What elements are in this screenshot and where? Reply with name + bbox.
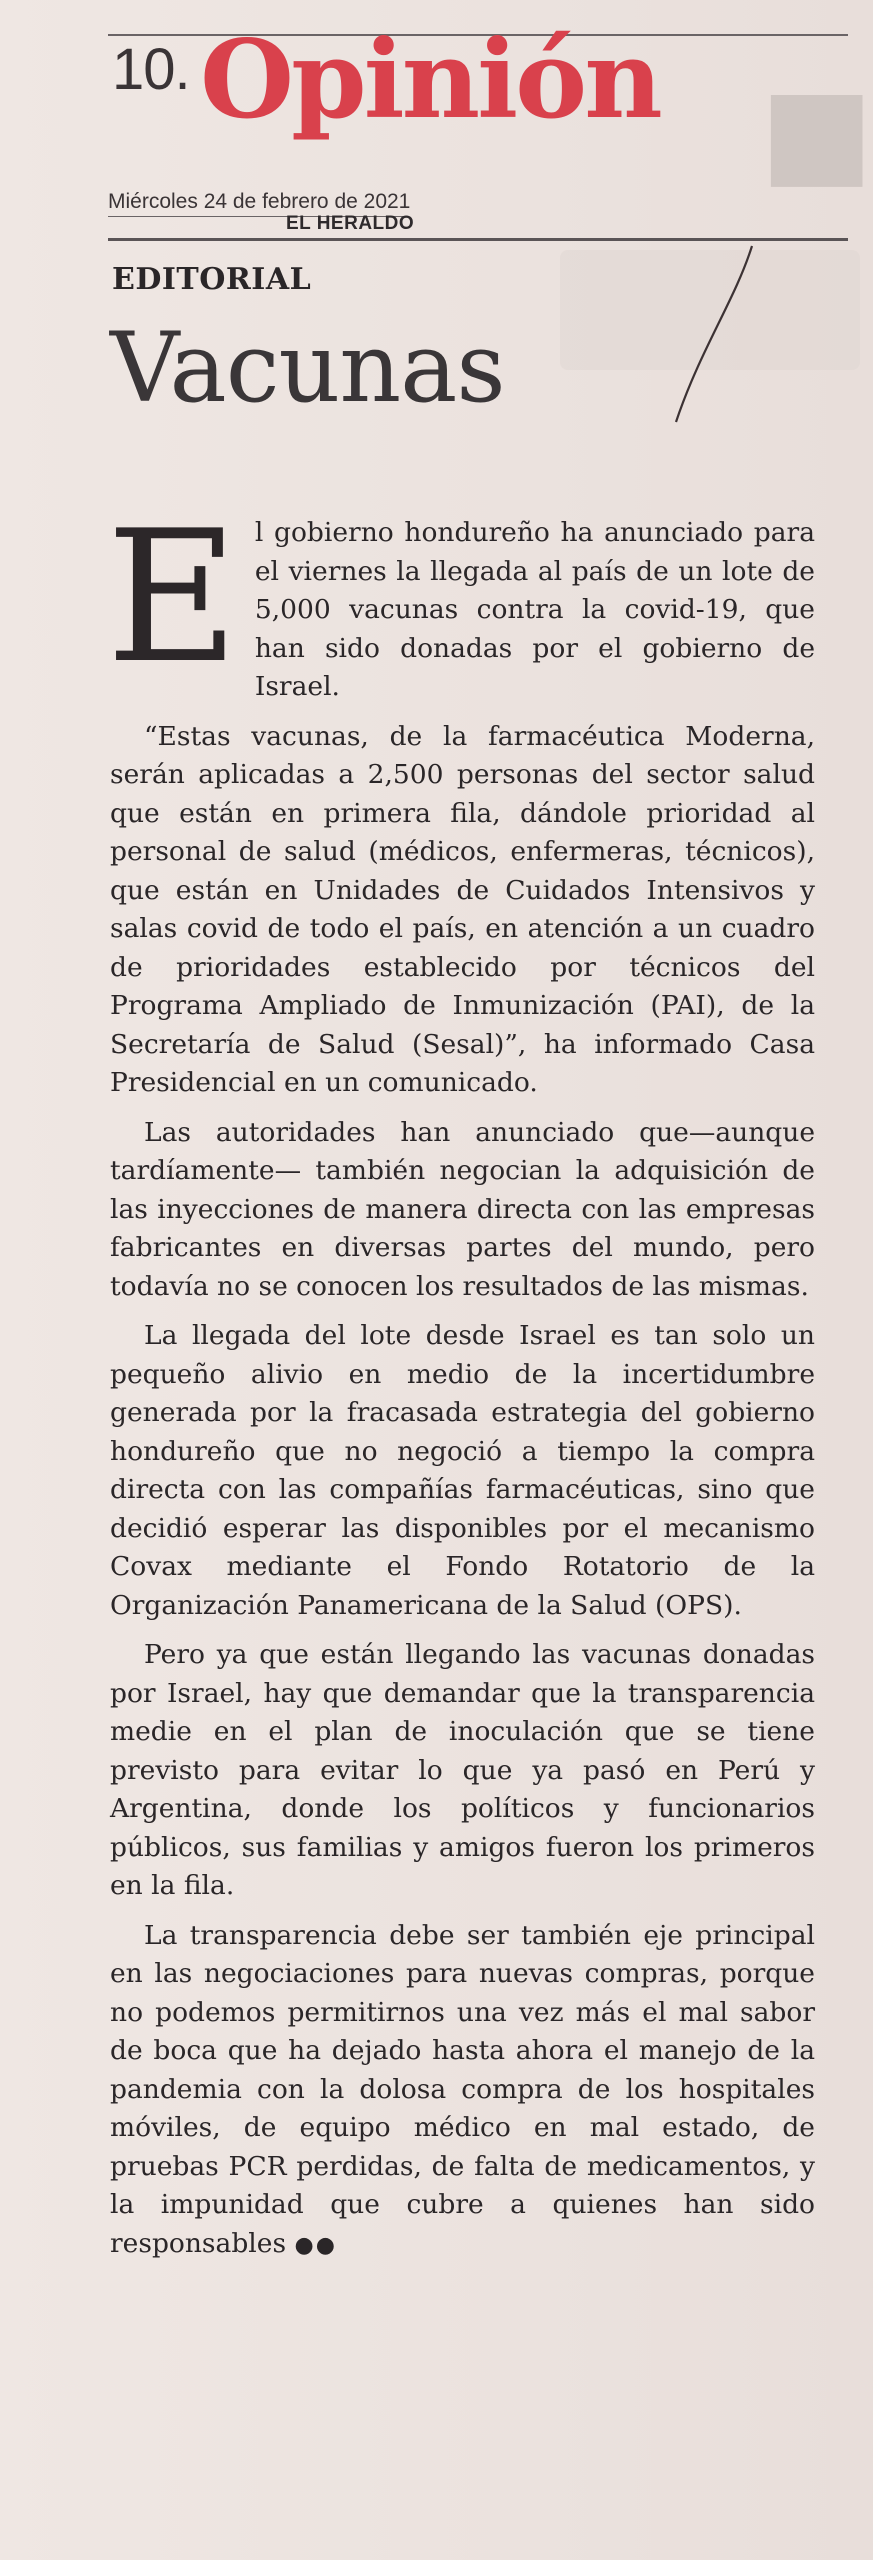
bleed-through-shape: ■: [760, 60, 873, 200]
publication-date: Miércoles 24 de febrero de 2021: [108, 190, 411, 213]
article-body: [106, 491, 815, 2276]
article-paragraph: Las autoridades han anunciado que—aunque tardíamente— también negocian la adquisición de las inyecciones de manera directa con las empresas fabricantes en diversas partes del mundo, pero todavía no se conocen los resultados de las mismas.: [110, 1116, 815, 1302]
drop-cap: E: [106, 491, 239, 703]
article-paragraph: La transparencia debe ser también eje principal en las negociaciones para nuevas compras, porque no podemos permitirnos una vez más el mal sabor de boca que ha dejado hasta ahora el manejo de la pandemia con la dolosa compra de los hospitales móviles, de equipo médico en mal estado, de pruebas PCR perdidas, de falta de medicamentos, y la impunidad que cubre a quienes han sido responsables ●●: [110, 1919, 815, 2259]
pen-mark-icon: [640, 240, 760, 430]
section-number: 10.: [112, 37, 190, 102]
section-title: Opinión: [200, 17, 660, 143]
newspaper-name: EL HERALDO: [286, 213, 415, 234]
article-paragraph: La llegada del lote desde Israel es tan solo un pequeño alivio en medio de la incertidumbre generada por la fracasada estrategia del gobierno hondureño que no negoció a tiempo la compra directa con las compañías farmacéuticas, sino que decidió esperar las disponibles por el mecanismo Covax mediante el Fondo Rotatorio de la Organización Panamericana de la Salud (OPS).: [110, 1320, 815, 1621]
section-kicker: EDITORIAL: [112, 262, 312, 297]
end-mark: ●●: [294, 2232, 337, 2258]
article-paragraph: “Estas vacunas, de la farmacéutica Moderna, serán aplicadas a 2,500 personas del sector salud que están en primera fila, dándole prioridad al personal de salud (médicos, enfermeras, técnicos), que están en Unidades de Cuidados Intensivos y salas covid de todo el país, en atención a un cuadro de prioridades establecido por técnicos del Programa Ampliado de Inmunización (PAI), de la Secretaría de Salud (Sesal)”, ha informado Casa Presidencial en un comunicado.: [110, 720, 815, 1098]
headline: Vacunas: [110, 312, 505, 424]
article-paragraph: Pero ya que están llegando las vacunas donadas por Israel, hay que demandar que la transparencia medie en el plan de inoculación que se tiene previsto para evitar lo que ya pasó en Perú y Argentina, donde los políticos y funcionarios públicos, sus familias y amigos fueron los primeros en la fila.: [110, 1639, 815, 1901]
article-paragraph: El gobierno hondureño ha anunciado para el viernes la llegada al país de un lote de 5,000 vacunas contra la covid-19, que han sido donadas por el gobierno de Israel.: [106, 491, 815, 703]
